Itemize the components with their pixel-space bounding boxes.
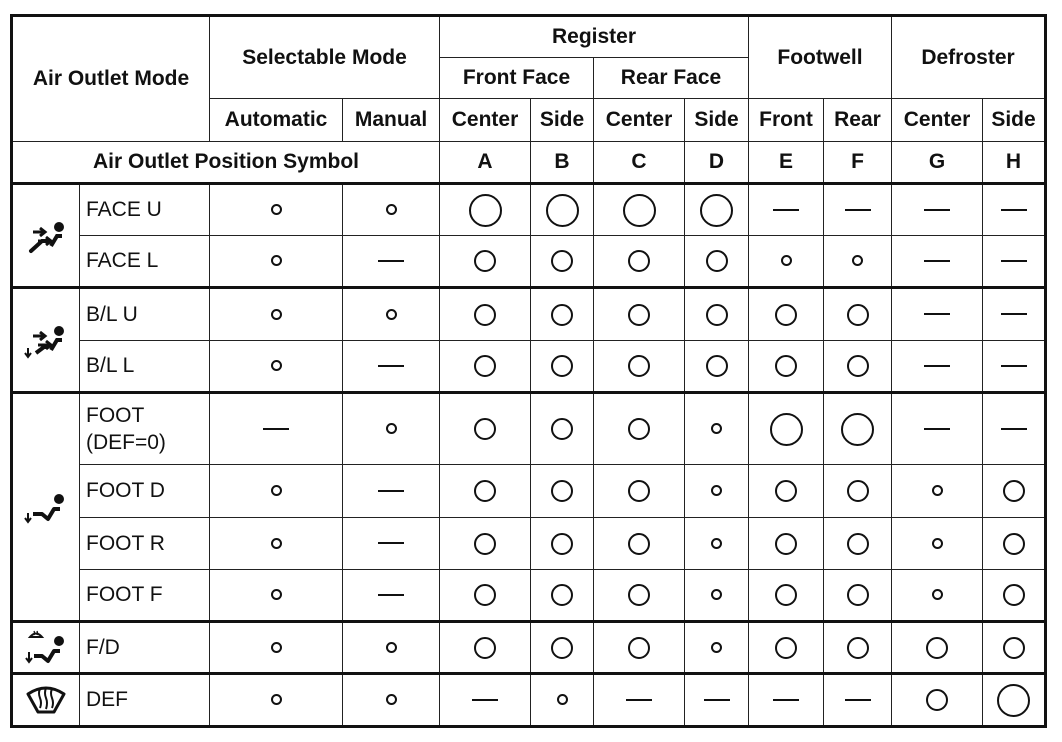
defrost-mode-icon xyxy=(12,674,80,727)
cell-front-face-side xyxy=(531,236,594,288)
cell-footwell-front xyxy=(749,341,824,393)
cell-footwell-front xyxy=(749,393,824,465)
dash-symbol xyxy=(773,209,799,211)
large-circle-symbol xyxy=(997,684,1030,717)
cell-rear-face-center xyxy=(594,518,685,570)
small-circle-symbol xyxy=(711,589,722,600)
dash-symbol xyxy=(924,428,950,430)
header-footwell: Footwell xyxy=(749,16,892,99)
symbol-letter-c: C xyxy=(594,142,685,184)
dash-symbol xyxy=(924,260,950,262)
medium-circle-symbol xyxy=(926,689,948,711)
cell-rear-face-side xyxy=(685,236,749,288)
medium-circle-symbol xyxy=(551,250,573,272)
cell-defroster-center xyxy=(892,622,983,674)
cell-defroster-side xyxy=(983,465,1046,518)
header-front-face-side: Side xyxy=(531,99,594,142)
cell-defroster-side xyxy=(983,674,1046,727)
large-circle-symbol xyxy=(546,194,579,227)
medium-circle-symbol xyxy=(474,533,496,555)
cell-defroster-side xyxy=(983,288,1046,341)
cell-rear-face-center xyxy=(594,674,685,727)
header-defroster: Defroster xyxy=(892,16,1046,99)
mode-label: FOOT F xyxy=(80,570,210,622)
small-circle-symbol xyxy=(271,360,282,371)
medium-circle-symbol xyxy=(628,304,650,326)
air-outlet-mode-table xyxy=(10,14,1047,728)
dash-symbol xyxy=(378,260,404,262)
table-row xyxy=(12,184,1046,236)
small-circle-symbol xyxy=(711,423,722,434)
small-circle-symbol xyxy=(386,204,397,215)
medium-circle-symbol xyxy=(628,584,650,606)
symbol-letter-g: G xyxy=(892,142,983,184)
dash-symbol xyxy=(378,365,404,367)
dash-symbol xyxy=(924,209,950,211)
header-defroster-side: Side xyxy=(983,99,1046,142)
symbol-letter-h: H xyxy=(983,142,1046,184)
mode-label: B/L U xyxy=(80,288,210,341)
medium-circle-symbol xyxy=(847,637,869,659)
face-mode-icon xyxy=(12,184,80,288)
cell-manual xyxy=(343,341,440,393)
small-circle-symbol xyxy=(271,309,282,320)
cell-front-face-side xyxy=(531,393,594,465)
mode-label: B/L L xyxy=(80,341,210,393)
cell-automatic xyxy=(210,622,343,674)
cell-defroster-center xyxy=(892,465,983,518)
dash-symbol xyxy=(1001,313,1027,315)
cell-front-face-center xyxy=(440,288,531,341)
dash-symbol xyxy=(263,428,289,430)
cell-front-face-center xyxy=(440,341,531,393)
header-front-face: Front Face xyxy=(440,58,594,99)
medium-circle-symbol xyxy=(775,584,797,606)
small-circle-symbol xyxy=(271,589,282,600)
table-row xyxy=(12,288,1046,341)
small-circle-symbol xyxy=(711,485,722,496)
cell-front-face-side xyxy=(531,518,594,570)
cell-front-face-center xyxy=(440,518,531,570)
medium-circle-symbol xyxy=(628,418,650,440)
cell-footwell-front xyxy=(749,622,824,674)
medium-circle-symbol xyxy=(1003,637,1025,659)
medium-circle-symbol xyxy=(551,584,573,606)
cell-front-face-side xyxy=(531,465,594,518)
cell-manual xyxy=(343,570,440,622)
cell-footwell-rear xyxy=(824,518,892,570)
cell-rear-face-side xyxy=(685,184,749,236)
cell-footwell-front xyxy=(749,288,824,341)
cell-front-face-center xyxy=(440,622,531,674)
dash-symbol xyxy=(845,209,871,211)
medium-circle-symbol xyxy=(551,637,573,659)
cell-automatic xyxy=(210,570,343,622)
mode-label: FOOT (DEF=0) xyxy=(80,393,210,465)
small-circle-symbol xyxy=(711,538,722,549)
small-circle-symbol xyxy=(781,255,792,266)
small-circle-symbol xyxy=(271,485,282,496)
table-row xyxy=(12,622,1046,674)
cell-footwell-rear xyxy=(824,622,892,674)
cell-automatic xyxy=(210,288,343,341)
header-selectable-mode: Selectable Mode xyxy=(210,16,440,99)
cell-front-face-center xyxy=(440,184,531,236)
header-rear-face-center: Center xyxy=(594,99,685,142)
medium-circle-symbol xyxy=(775,533,797,555)
mode-label: FACE U xyxy=(80,184,210,236)
medium-circle-symbol xyxy=(847,480,869,502)
medium-circle-symbol xyxy=(1003,533,1025,555)
cell-rear-face-center xyxy=(594,570,685,622)
medium-circle-symbol xyxy=(474,584,496,606)
cell-footwell-rear xyxy=(824,184,892,236)
medium-circle-symbol xyxy=(1003,584,1025,606)
dash-symbol xyxy=(1001,260,1027,262)
dash-symbol xyxy=(1001,365,1027,367)
cell-rear-face-center xyxy=(594,184,685,236)
header-footwell-front: Front xyxy=(749,99,824,142)
cell-automatic xyxy=(210,184,343,236)
cell-defroster-side xyxy=(983,341,1046,393)
cell-footwell-rear xyxy=(824,465,892,518)
cell-defroster-center xyxy=(892,570,983,622)
cell-defroster-center xyxy=(892,674,983,727)
medium-circle-symbol xyxy=(847,533,869,555)
cell-front-face-center xyxy=(440,393,531,465)
symbol-letter-e: E xyxy=(749,142,824,184)
small-circle-symbol xyxy=(386,642,397,653)
cell-rear-face-center xyxy=(594,393,685,465)
cell-front-face-side xyxy=(531,674,594,727)
header-position-symbol: Air Outlet Position Symbol xyxy=(12,142,440,184)
table-row xyxy=(12,518,1046,570)
large-circle-symbol xyxy=(841,413,874,446)
medium-circle-symbol xyxy=(706,304,728,326)
dash-symbol xyxy=(924,365,950,367)
medium-circle-symbol xyxy=(628,355,650,377)
small-circle-symbol xyxy=(271,255,282,266)
table-row xyxy=(12,570,1046,622)
bilevel-mode-icon xyxy=(12,288,80,393)
cell-rear-face-side xyxy=(685,570,749,622)
cell-defroster-center xyxy=(892,341,983,393)
medium-circle-symbol xyxy=(775,304,797,326)
foot-defrost-mode-icon xyxy=(12,622,80,674)
medium-circle-symbol xyxy=(474,480,496,502)
cell-footwell-rear xyxy=(824,341,892,393)
large-circle-symbol xyxy=(770,413,803,446)
medium-circle-symbol xyxy=(551,418,573,440)
medium-circle-symbol xyxy=(551,533,573,555)
cell-rear-face-side xyxy=(685,341,749,393)
dash-symbol xyxy=(773,699,799,701)
medium-circle-symbol xyxy=(847,355,869,377)
medium-circle-symbol xyxy=(551,355,573,377)
cell-defroster-center xyxy=(892,288,983,341)
dash-symbol xyxy=(1001,428,1027,430)
header-front-face-center: Center xyxy=(440,99,531,142)
air-outlet-table-container xyxy=(10,14,1047,728)
mode-label: FOOT D xyxy=(80,465,210,518)
header-automatic: Automatic xyxy=(210,99,343,142)
medium-circle-symbol xyxy=(847,304,869,326)
cell-manual xyxy=(343,184,440,236)
cell-front-face-side xyxy=(531,622,594,674)
symbol-letter-f: F xyxy=(824,142,892,184)
mode-label: FACE L xyxy=(80,236,210,288)
cell-defroster-center xyxy=(892,236,983,288)
cell-footwell-rear xyxy=(824,674,892,727)
large-circle-symbol xyxy=(469,194,502,227)
medium-circle-symbol xyxy=(551,480,573,502)
small-circle-symbol xyxy=(386,423,397,434)
cell-defroster-center xyxy=(892,518,983,570)
dash-symbol xyxy=(924,313,950,315)
header-manual: Manual xyxy=(343,99,440,142)
header-footwell-rear: Rear xyxy=(824,99,892,142)
cell-defroster-side xyxy=(983,622,1046,674)
medium-circle-symbol xyxy=(551,304,573,326)
cell-rear-face-side xyxy=(685,393,749,465)
cell-defroster-side xyxy=(983,236,1046,288)
medium-circle-symbol xyxy=(628,637,650,659)
medium-circle-symbol xyxy=(628,250,650,272)
small-circle-symbol xyxy=(271,538,282,549)
cell-manual xyxy=(343,393,440,465)
small-circle-symbol xyxy=(386,694,397,705)
cell-defroster-center xyxy=(892,393,983,465)
cell-defroster-side xyxy=(983,570,1046,622)
medium-circle-symbol xyxy=(706,355,728,377)
mode-label: DEF xyxy=(80,674,210,727)
cell-manual xyxy=(343,236,440,288)
cell-manual xyxy=(343,288,440,341)
cell-rear-face-center xyxy=(594,465,685,518)
header-rear-face: Rear Face xyxy=(594,58,749,99)
cell-front-face-side xyxy=(531,570,594,622)
table-row xyxy=(12,674,1046,727)
cell-front-face-center xyxy=(440,465,531,518)
cell-defroster-side xyxy=(983,184,1046,236)
cell-front-face-center xyxy=(440,236,531,288)
cell-automatic xyxy=(210,518,343,570)
cell-rear-face-side xyxy=(685,288,749,341)
cell-rear-face-center xyxy=(594,341,685,393)
cell-footwell-front xyxy=(749,570,824,622)
small-circle-symbol xyxy=(271,694,282,705)
small-circle-symbol xyxy=(557,694,568,705)
cell-defroster-side xyxy=(983,518,1046,570)
cell-front-face-center xyxy=(440,570,531,622)
symbol-letter-d: D xyxy=(685,142,749,184)
small-circle-symbol xyxy=(271,204,282,215)
large-circle-symbol xyxy=(700,194,733,227)
header-defroster-center: Center xyxy=(892,99,983,142)
header-register: Register xyxy=(440,16,749,58)
dash-symbol xyxy=(378,490,404,492)
medium-circle-symbol xyxy=(775,637,797,659)
symbol-letter-b: B xyxy=(531,142,594,184)
cell-rear-face-center xyxy=(594,236,685,288)
dash-symbol xyxy=(378,542,404,544)
cell-footwell-front xyxy=(749,518,824,570)
cell-automatic xyxy=(210,236,343,288)
cell-footwell-front xyxy=(749,184,824,236)
cell-footwell-rear xyxy=(824,236,892,288)
foot-mode-icon xyxy=(12,393,80,622)
mode-label: F/D xyxy=(80,622,210,674)
cell-defroster-side xyxy=(983,393,1046,465)
medium-circle-symbol xyxy=(628,533,650,555)
small-circle-symbol xyxy=(271,642,282,653)
medium-circle-symbol xyxy=(474,250,496,272)
cell-front-face-side xyxy=(531,184,594,236)
table-row xyxy=(12,341,1046,393)
medium-circle-symbol xyxy=(628,480,650,502)
header-rear-face-side: Side xyxy=(685,99,749,142)
header-air-outlet-mode: Air Outlet Mode xyxy=(12,16,210,142)
dash-symbol xyxy=(378,594,404,596)
cell-manual xyxy=(343,465,440,518)
table-row xyxy=(12,236,1046,288)
cell-front-face-center xyxy=(440,674,531,727)
medium-circle-symbol xyxy=(474,355,496,377)
medium-circle-symbol xyxy=(706,250,728,272)
cell-automatic xyxy=(210,674,343,727)
small-circle-symbol xyxy=(852,255,863,266)
cell-footwell-rear xyxy=(824,288,892,341)
medium-circle-symbol xyxy=(775,355,797,377)
cell-footwell-rear xyxy=(824,393,892,465)
cell-rear-face-side xyxy=(685,465,749,518)
small-circle-symbol xyxy=(711,642,722,653)
dash-symbol xyxy=(704,699,730,701)
cell-front-face-side xyxy=(531,341,594,393)
medium-circle-symbol xyxy=(926,637,948,659)
cell-rear-face-center xyxy=(594,288,685,341)
cell-defroster-center xyxy=(892,184,983,236)
medium-circle-symbol xyxy=(775,480,797,502)
table-row xyxy=(12,393,1046,465)
dash-symbol xyxy=(845,699,871,701)
cell-footwell-front xyxy=(749,465,824,518)
cell-automatic xyxy=(210,465,343,518)
cell-manual xyxy=(343,518,440,570)
medium-circle-symbol xyxy=(847,584,869,606)
large-circle-symbol xyxy=(623,194,656,227)
dash-symbol xyxy=(626,699,652,701)
mode-label: FOOT R xyxy=(80,518,210,570)
medium-circle-symbol xyxy=(474,304,496,326)
cell-rear-face-side xyxy=(685,674,749,727)
cell-footwell-front xyxy=(749,236,824,288)
medium-circle-symbol xyxy=(474,637,496,659)
symbol-letter-a: A xyxy=(440,142,531,184)
small-circle-symbol xyxy=(932,538,943,549)
dash-symbol xyxy=(1001,209,1027,211)
table-row xyxy=(12,465,1046,518)
cell-manual xyxy=(343,674,440,727)
cell-rear-face-side xyxy=(685,622,749,674)
cell-front-face-side xyxy=(531,288,594,341)
cell-automatic xyxy=(210,393,343,465)
medium-circle-symbol xyxy=(474,418,496,440)
small-circle-symbol xyxy=(932,589,943,600)
dash-symbol xyxy=(472,699,498,701)
small-circle-symbol xyxy=(386,309,397,320)
small-circle-symbol xyxy=(932,485,943,496)
medium-circle-symbol xyxy=(1003,480,1025,502)
cell-manual xyxy=(343,622,440,674)
cell-rear-face-center xyxy=(594,622,685,674)
cell-automatic xyxy=(210,341,343,393)
cell-footwell-front xyxy=(749,674,824,727)
cell-footwell-rear xyxy=(824,570,892,622)
cell-rear-face-side xyxy=(685,518,749,570)
